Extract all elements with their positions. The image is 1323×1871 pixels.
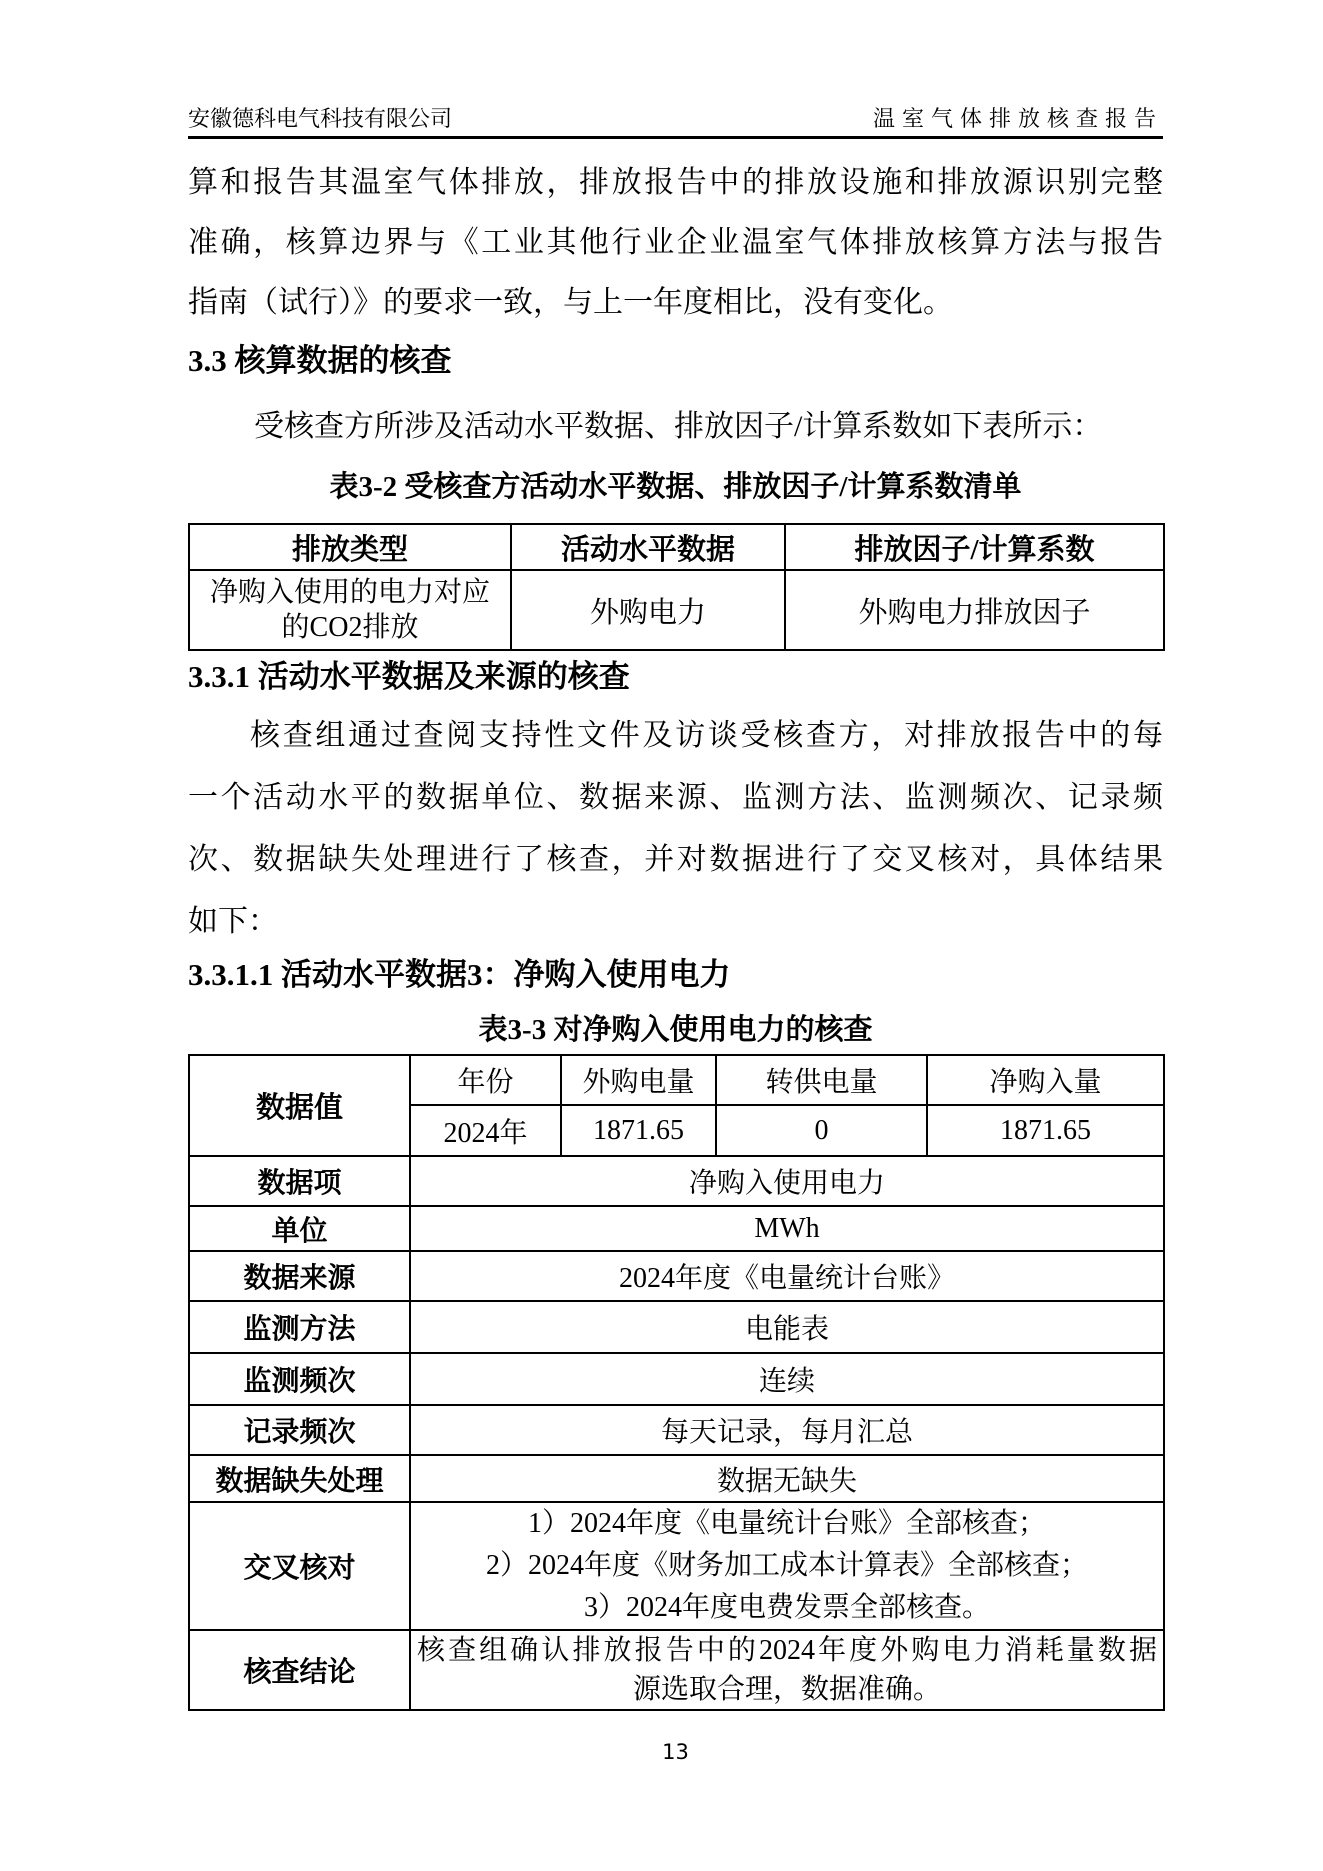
- table-3-2-caption: 表3-2 受核查方活动水平数据、排放因子/计算系数清单: [329, 471, 1022, 503]
- cell-missing-data-handling: 数据无缺失: [410, 1455, 1164, 1502]
- intro-paragraph-line: 准确，核算边界与《工业其他行业企业温室气体排放核算方法与报告: [188, 226, 1163, 259]
- cell-emission-type-line2: 的CO2排放: [281, 612, 419, 643]
- table-3-3-caption: 表3-3 对净购入使用电力的核查: [478, 1014, 873, 1046]
- table-3-2-header-row: [189, 524, 1164, 570]
- intro-paragraph-line: 指南（试行）》的要求一致，与上一年度相比，没有变化。: [188, 286, 953, 319]
- table-3-2-data-row: [189, 570, 1164, 650]
- table-row-monitoring-method: [189, 1301, 1164, 1353]
- table-row-unit: [189, 1206, 1164, 1251]
- table-row-verification-conclusion: [189, 1630, 1164, 1710]
- cell-verification-conclusion: [410, 1630, 1164, 1710]
- cross-check-line: 3）2024年度电费发票全部核查。: [583, 1592, 990, 1623]
- row-label-data-item: 数据项: [189, 1156, 410, 1206]
- subcol-net-purchase: 净购入量: [927, 1055, 1164, 1105]
- row-label-cross-check: 交叉核对: [189, 1502, 410, 1630]
- cell-purchased-electricity-value: 1871.65: [561, 1105, 716, 1156]
- subcol-transferred-electricity: 转供电量: [716, 1055, 927, 1105]
- section-3-3-1-heading: 3.3.1 活动水平数据及来源的核查: [188, 659, 630, 694]
- cell-cross-check: [410, 1502, 1164, 1630]
- section-3-3-1-paragraph-line: 次、数据缺失处理进行了核查，并对数据进行了交叉核对，具体结果: [188, 843, 1163, 876]
- header-report-title: 温室气体排放核查报告: [872, 106, 1163, 131]
- row-label-verification-conclusion: 核查结论: [189, 1630, 410, 1710]
- cell-emission-type-line1: 净购入使用的电力对应: [209, 577, 490, 608]
- row-label-data-source: 数据来源: [189, 1251, 410, 1301]
- cell-year-2024: 2024年: [410, 1105, 561, 1156]
- table-row-cross-check: [189, 1502, 1164, 1630]
- intro-paragraph-line: 算和报告其温室气体排放，排放报告中的排放设施和排放源识别完整: [188, 166, 1163, 199]
- section-3-3-1-paragraph-line: 如下：: [188, 905, 278, 938]
- table-row-data-source: [189, 1251, 1164, 1301]
- page-number: 13: [662, 1740, 689, 1764]
- table-row-monitoring-frequency: [189, 1353, 1164, 1405]
- section-3-3-1-paragraph-line: 核查组通过查阅支持性文件及访谈受核查方，对排放报告中的每: [250, 719, 1163, 752]
- row-label-unit: 单位: [189, 1206, 410, 1251]
- header-company-name: 安徽德科电气科技有限公司: [188, 106, 453, 131]
- cell-data-source: 2024年度《电量统计台账》: [410, 1251, 1164, 1301]
- cell-emission-factor: 外购电力排放因子: [785, 570, 1164, 650]
- cell-monitoring-frequency: 连续: [410, 1353, 1164, 1405]
- table-row-missing-data-handling: [189, 1455, 1164, 1502]
- cell-emission-type: [189, 570, 511, 650]
- cell-net-purchase-value: 1871.65: [927, 1105, 1164, 1156]
- row-label-data-value: 数据值: [189, 1055, 410, 1156]
- subcol-purchased-electricity: 外购电量: [561, 1055, 716, 1105]
- cell-activity-data: 外购电力: [511, 570, 785, 650]
- row-label-record-frequency: 记录频次: [189, 1405, 410, 1455]
- col-header-emission-factor: 排放因子/计算系数: [785, 524, 1164, 570]
- col-header-activity-data: 活动水平数据: [511, 524, 785, 570]
- table-3-3: [188, 1054, 1165, 1711]
- header-rule: [188, 136, 1163, 139]
- col-header-emission-type: 排放类型: [189, 524, 511, 570]
- page-header: [188, 95, 1163, 133]
- section-3-3-heading: 3.3 核算数据的核查: [188, 343, 452, 378]
- cell-transferred-electricity-value: 0: [716, 1105, 927, 1156]
- section-3-3-paragraph: 受核查方所涉及活动水平数据、排放因子/计算系数如下表所示：: [254, 410, 1103, 443]
- row-label-monitoring-method: 监测方法: [189, 1301, 410, 1353]
- subcol-year: 年份: [410, 1055, 561, 1105]
- cell-unit: MWh: [410, 1206, 1164, 1251]
- verification-conclusion-line: 源选取合理，数据准确。: [632, 1674, 941, 1705]
- row-label-monitoring-frequency: 监测频次: [189, 1353, 410, 1405]
- verification-conclusion-line: 核查组确认排放报告中的2024年度外购电力消耗量数据: [417, 1635, 1157, 1666]
- cell-data-item: 净购入使用电力: [410, 1156, 1164, 1206]
- table-row-record-frequency: [189, 1405, 1164, 1455]
- table-row-data-item: [189, 1156, 1164, 1206]
- data-value-header-row: [189, 1055, 1164, 1105]
- cell-monitoring-method: 电能表: [410, 1301, 1164, 1353]
- cell-record-frequency: 每天记录，每月汇总: [410, 1405, 1164, 1455]
- cross-check-line: 1）2024年度《电量统计台账》全部核查；: [527, 1508, 1046, 1539]
- row-label-missing-data-handling: 数据缺失处理: [189, 1455, 410, 1502]
- cross-check-line: 2）2024年度《财务加工成本计算表》全部核查；: [485, 1550, 1088, 1581]
- section-3-3-1-paragraph-line: 一个活动水平的数据单位、数据来源、监测方法、监测频次、记录频: [188, 781, 1163, 814]
- table-3-2: [188, 523, 1165, 651]
- section-3-3-1-1-heading: 3.3.1.1 活动水平数据3：净购入使用电力: [188, 957, 731, 992]
